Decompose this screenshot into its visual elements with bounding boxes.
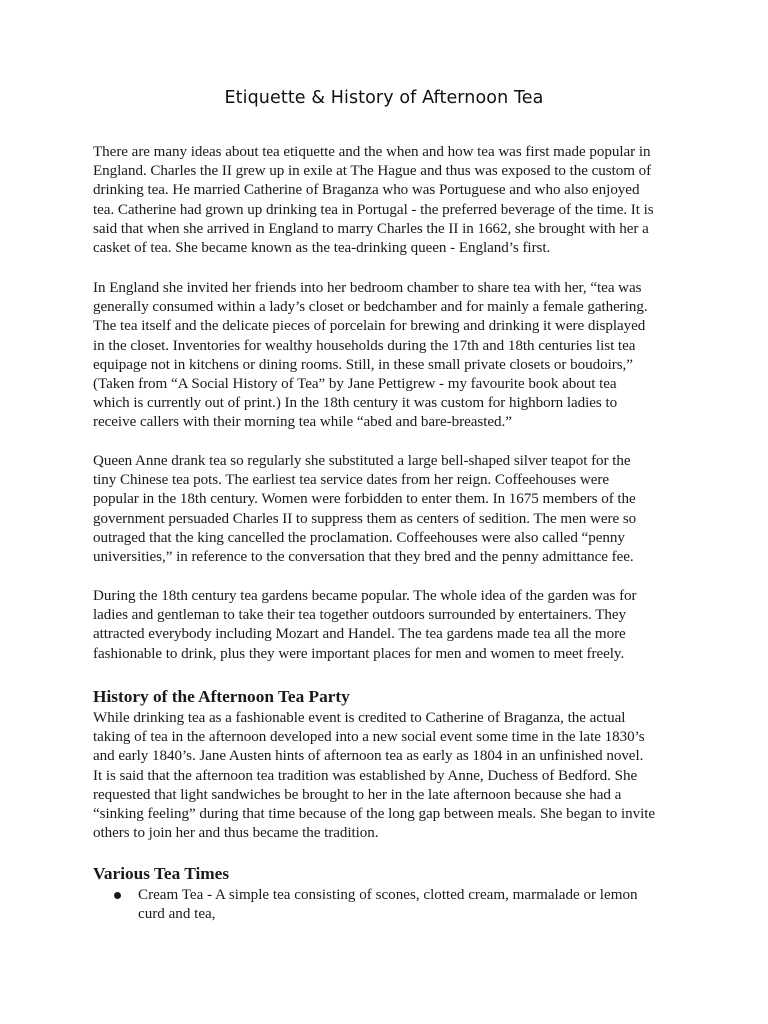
paragraph-charles-catherine — [93, 143, 683, 258]
tea-times-list — [93, 886, 683, 924]
text-line: “sinking feeling” during that time because of the long gap between meals. She began to invite — [93, 806, 656, 823]
text-line: universities,” in reference to the conversation that they bred and the penny admittance fee. — [93, 549, 634, 566]
paragraph-bedchamber-tea — [93, 279, 683, 433]
text-line: in the closet. Inventories for wealthy households during the 17th and 18th centuries list tea — [93, 337, 636, 354]
text-line: fashionable to drink, plus they were important places for men and women to meet freely. — [93, 645, 625, 662]
text-line: government persuaded Charles II to suppress them as centers of sedition. The men were so — [93, 510, 637, 527]
list-item-cream-tea — [93, 886, 683, 924]
paragraph-afternoon-tea-history — [93, 709, 683, 843]
text-line: which is currently out of print.) In the 18th century it was custom for highborn ladies to — [93, 395, 618, 412]
text-line: ladies and gentleman to take their tea together outdoors surrounded by entertainers. They — [93, 607, 627, 624]
text-line: The tea itself and the delicate pieces of porcelain for brewing and drinking it were displayed — [93, 318, 646, 335]
section-heading-afternoon-tea: History of the Afternoon Tea Party — [93, 687, 350, 706]
text-line: Cream Tea - A simple tea consisting of scones, clotted cream, marmalade or lemon — [138, 887, 638, 903]
text-line: It is said that the afternoon tea tradition was established by Anne, Duchess of Bedford. She — [93, 767, 638, 784]
text-line: receive callers with their morning tea while “abed and bare-breasted.” — [93, 414, 512, 431]
text-line: others to join her and thus became the tradition. — [93, 825, 379, 842]
text-line: drinking tea. He married Catherine of Braganza who was Portuguese and who also enjoyed — [93, 182, 640, 199]
text-line: casket of tea. She became known as the tea-drinking queen - England’s first. — [93, 240, 551, 257]
text-line: requested that light sandwiches be brought to her in the late afternoon because she had a — [93, 786, 622, 803]
bullet-icon — [114, 892, 121, 899]
document-title: Etiquette & History of Afternoon Tea — [224, 88, 544, 108]
section-heading-tea-times: Various Tea Times — [93, 864, 230, 883]
text-line: tea. Catherine had grown up drinking tea in Portugal - the preferred beverage of the time. It is — [93, 201, 654, 218]
text-line: attracted everybody including Mozart and Handel. The tea gardens made tea all the more — [93, 626, 626, 643]
text-line: England. Charles the II grew up in exile at The Hague and thus was exposed to the custom of — [93, 163, 652, 180]
text-line: popular in the 18th century. Women were forbidden to enter them. In 1675 members of the — [93, 491, 636, 508]
text-line: taking of tea in the afternoon developed into a new social event some time in the late 1830’s — [93, 729, 645, 746]
paragraph-queen-anne-coffeehouses — [93, 452, 683, 567]
text-line: and early 1840’s. Jane Austen hints of afternoon tea as early as 1804 in an unfinished novel. — [93, 748, 644, 765]
text-line: During the 18th century tea gardens became popular. The whole idea of the garden was for — [93, 588, 637, 604]
text-line: tiny Chinese tea pots. The earliest tea service dates from her reign. Coffeehouses were — [93, 472, 610, 489]
text-line: outraged that the king cancelled the proclamation. Coffeehouses were also called “penny — [93, 529, 625, 546]
text-line: said that when she arrived in England to marry Charles the II in 1662, she brought with her a — [93, 220, 649, 237]
text-line: Queen Anne drank tea so regularly she substituted a large bell-shaped silver teapot for the — [93, 453, 631, 469]
text-line: While drinking tea as a fashionable event is credited to Catherine of Braganza, the actual — [93, 710, 626, 726]
text-line: curd and tea, — [138, 906, 216, 923]
text-line: There are many ideas about tea etiquette and the when and how tea was first made popular in — [93, 144, 651, 160]
text-line: In England she invited her friends into her bedroom chamber to share tea with her, “tea was — [93, 280, 642, 296]
text-line: equipage not in kitchens or dining rooms. Still, in these small private closets or boudoirs,” — [93, 356, 633, 373]
text-line: (Taken from “A Social History of Tea” by Jane Pettigrew - my favourite book about tea — [93, 376, 617, 393]
text-line: generally consumed within a lady’s closet or bedchamber and for mainly a female gathering. — [93, 299, 648, 316]
paragraph-tea-gardens — [93, 587, 683, 664]
